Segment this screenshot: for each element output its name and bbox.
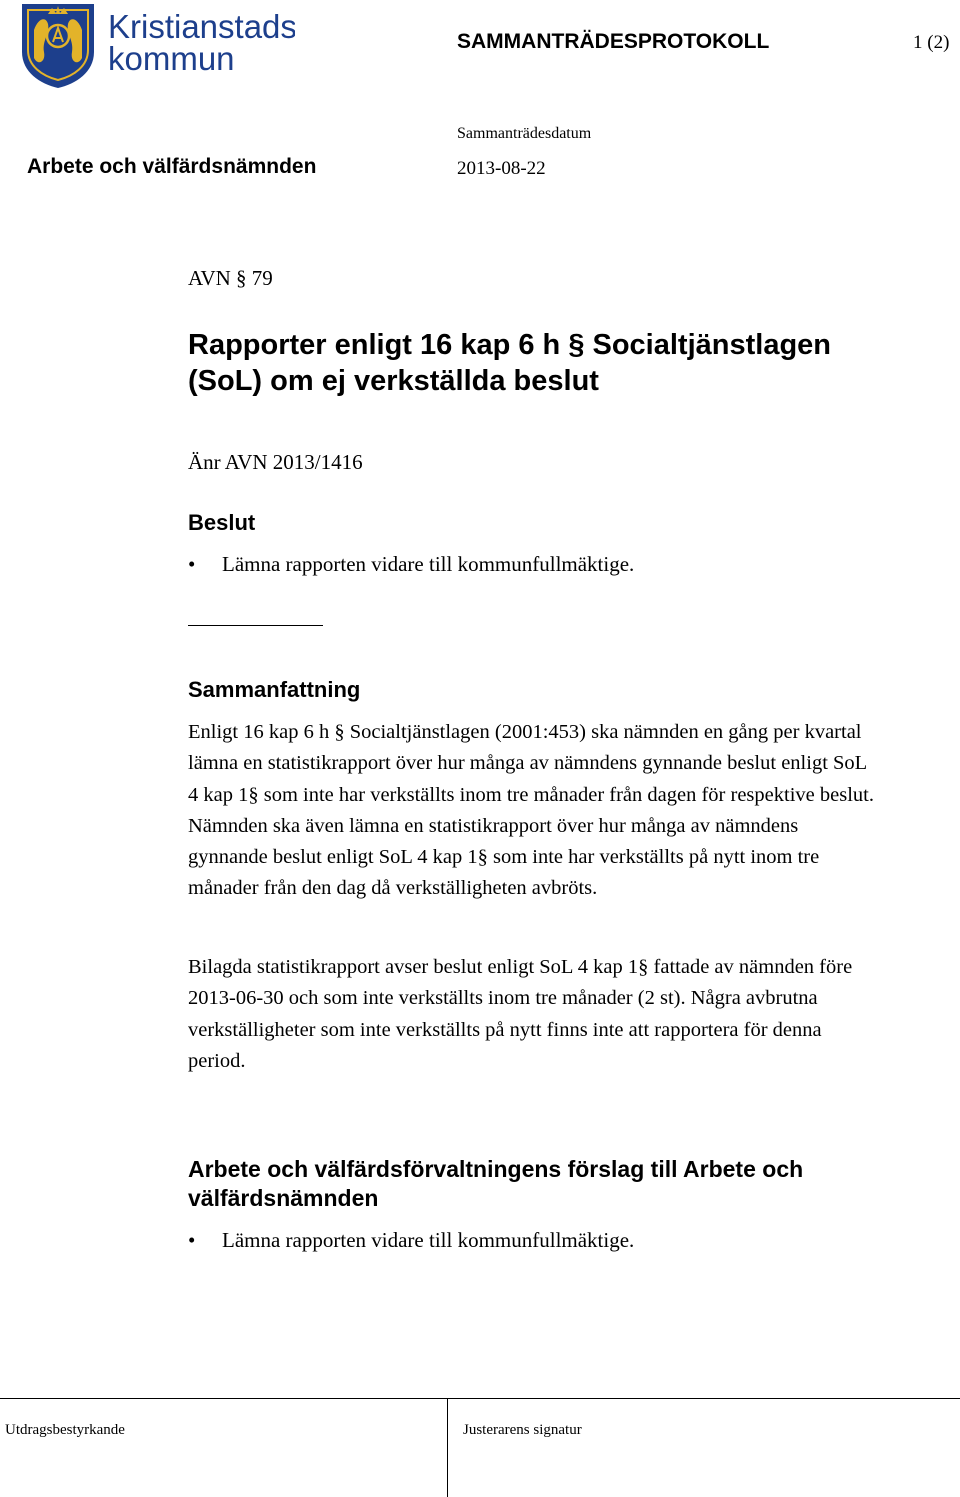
summary-paragraph: Enligt 16 kap 6 h § Socialtjänstlagen (2001:453) ska nämnden en gång per kvartal lämna en statistikrapport över hur många av nämndens gynnande beslut enligt SoL 4 kap 1§ som inte har verkställts inom tre månader från dagen för respektive beslut. Nämnden ska även lämna en statistikrapport över hur många av nämndens gynnande beslut enligt SoL 4 kap 1§ som inte har verkställts på nytt inom tre månader från den dag då verkställigheten avbröts.: [188, 721, 874, 900]
meeting-date-label: Sammanträdesdatum: [457, 125, 592, 142]
committee-name: Arbete och välfärdsnämnden: [27, 155, 317, 178]
protocol-title: SAMMANTRÄDESPROTOKOLL: [457, 30, 770, 53]
certification-label: Utdragsbestyrkande: [5, 1422, 125, 1438]
svg-text:Kristianstads: Kristianstads: [108, 8, 295, 45]
kristianstads-kommun-logo: [20, 0, 295, 90]
separator-line: [188, 625, 323, 626]
proposal-bullet-text: Lämna rapporten vidare till kommunfullmäktige.: [222, 1228, 635, 1252]
summary-paragraph: Bilagda statistikrapport avser beslut enligt SoL 4 kap 1§ fattade av nämnden före 2013-06-30 och som inte verkställts inom tre månader (2 st). Några avbrutna verkställigheter som inte verkställts på nytt finns inte att rapportera för denna period.: [188, 956, 853, 1072]
decision-bullet-text: Lämna rapporten vidare till kommunfullmäktige.: [222, 552, 635, 576]
coat-of-arms-icon: [20, 0, 295, 90]
adjuster-signature-label: Justerarens signatur: [463, 1422, 582, 1438]
footer-divider: [447, 1398, 448, 1497]
decision-heading: Beslut: [188, 510, 256, 535]
meeting-date: 2013-08-22: [457, 158, 546, 179]
proposal-heading: Arbete och välfärdsförvaltningens förslag till Arbete och välfärdsnämnden: [188, 1156, 804, 1211]
case-number: Änr AVN 2013/1416: [188, 450, 363, 474]
bullet-icon: •: [188, 552, 196, 576]
summary-heading: Sammanfattning: [188, 677, 361, 702]
item-title: Rapporter enligt 16 kap 6 h § Socialtjänstlagen (SoL) om ej verkställda beslut: [188, 329, 832, 397]
proposal-bullet-item: [188, 1228, 634, 1253]
page-number: 1 (2): [913, 32, 950, 53]
paragraph-reference: AVN § 79: [188, 266, 273, 290]
svg-text:kommun: kommun: [108, 40, 235, 77]
bullet-icon: •: [188, 1228, 196, 1252]
footer-line: [0, 1398, 960, 1399]
decision-bullet-item: [188, 552, 634, 577]
